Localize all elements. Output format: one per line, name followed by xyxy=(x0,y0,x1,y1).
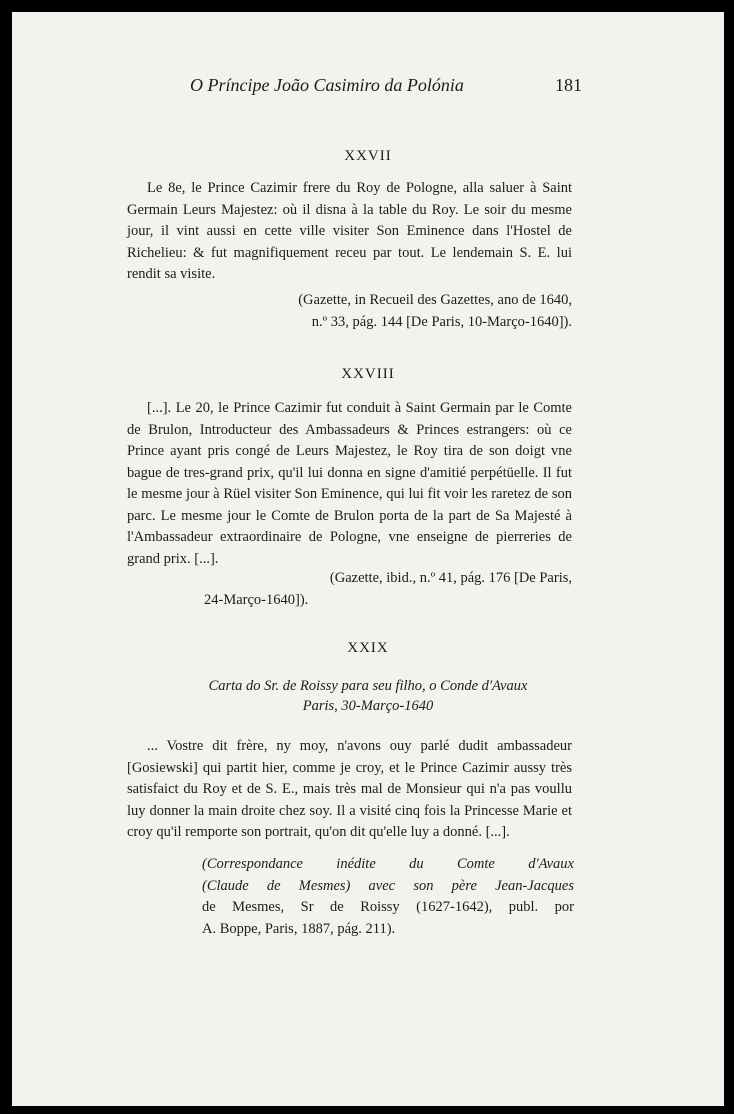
citation-line: A. Boppe, Paris, 1887, pág. 211). xyxy=(202,920,396,937)
section-xxix-citation xyxy=(202,854,574,940)
section-heading-xxvii: XXVII xyxy=(344,148,392,164)
letter-title-line: Carta do Sr. de Roissy para seu filho, o Conde d'Avaux xyxy=(208,678,528,694)
citation-line: de Mesmes, Sr de Roissy (1627-1642), publ. por xyxy=(202,899,574,915)
section-xxix-paragraph xyxy=(127,736,572,844)
citation-line: n.º 33, pág. 144 [De Paris, 10-Março-1640]). xyxy=(311,313,572,330)
citation-line: (Gazette, ibid., n.º 41, pág. 176 [De Paris, xyxy=(329,570,572,586)
citation-line: (Correspondance inédite du Comte d'Avaux xyxy=(202,856,574,872)
citation-line: 24-Março-1640]). xyxy=(204,591,309,608)
page-number: 181 xyxy=(555,75,582,95)
citation-line: (Claude de Mesmes) avec son père Jean-Jacques xyxy=(202,877,574,894)
section-xxvii-citation xyxy=(152,290,572,333)
section-xxviii-citation xyxy=(152,568,572,611)
document-page xyxy=(12,12,724,1106)
section-heading-xxix: XXIX xyxy=(347,640,389,656)
paragraph-text: Le 8e, le Prince Cazimir frere du Roy de Pologne, alla saluer à Saint Germain Leurs Majestez: où il disna à la table du Roy. Le soir du mesme jour, il vint aussi en cette ville visiter Son Eminence dans l'Hostel de Richelieu: & fut magnifiquement receu par tout. Le lendemain S. E. lui rendit sa visite. xyxy=(127,180,572,282)
section-xxvii-paragraph xyxy=(127,178,572,286)
letter-date-line: Paris, 30-Março-1640 xyxy=(302,698,434,714)
running-header xyxy=(190,75,582,101)
letter-title xyxy=(12,676,724,716)
paragraph-text: ... Vostre dit frère, ny moy, n'avons ouy parlé dudit ambassadeur [Gosiewski] qui partit hier, comme je croy, et le Prince Cazimir aussy très satisfaict du Roy et de S. E., mais très mal de Monsieur qui n'a pas voullu luy donner la main droite chez soy. Il a visité cinq fois la Princesse Marie et croy qu'il remporte son portrait, qu'on dit qu'elle luy a donné. [...]. xyxy=(127,738,572,840)
citation-line: (Gazette, in Recueil des Gazettes, ano de 1640, xyxy=(298,292,572,308)
running-title: O Príncipe João Casimiro da Polónia xyxy=(190,75,464,95)
section-xxviii-paragraph xyxy=(127,398,572,570)
paragraph-text: [...]. Le 20, le Prince Cazimir fut conduit à Saint Germain par le Comte de Brulon, Introducteur des Ambassadeurs & Princes estrangers: où ce Prince ayant pris congé de Leurs Majestez, le Roy tira de son doigt vne bague de tres-grand prix, qu'il lui donna en signe d'amitié perpétüelle. Il fut le mesme jour à Rüel visiter Son Eminence, qui lui fit voir les raretez de son parc. Le mesme jour le Comte de Brulon porta de la part de Sa Majesté à l'Ambassadeur extraordinaire de Pologne, vne enseigne de pierreries de grand prix. [...]. xyxy=(127,400,572,567)
section-heading-xxviii: XXVIII xyxy=(341,366,395,382)
